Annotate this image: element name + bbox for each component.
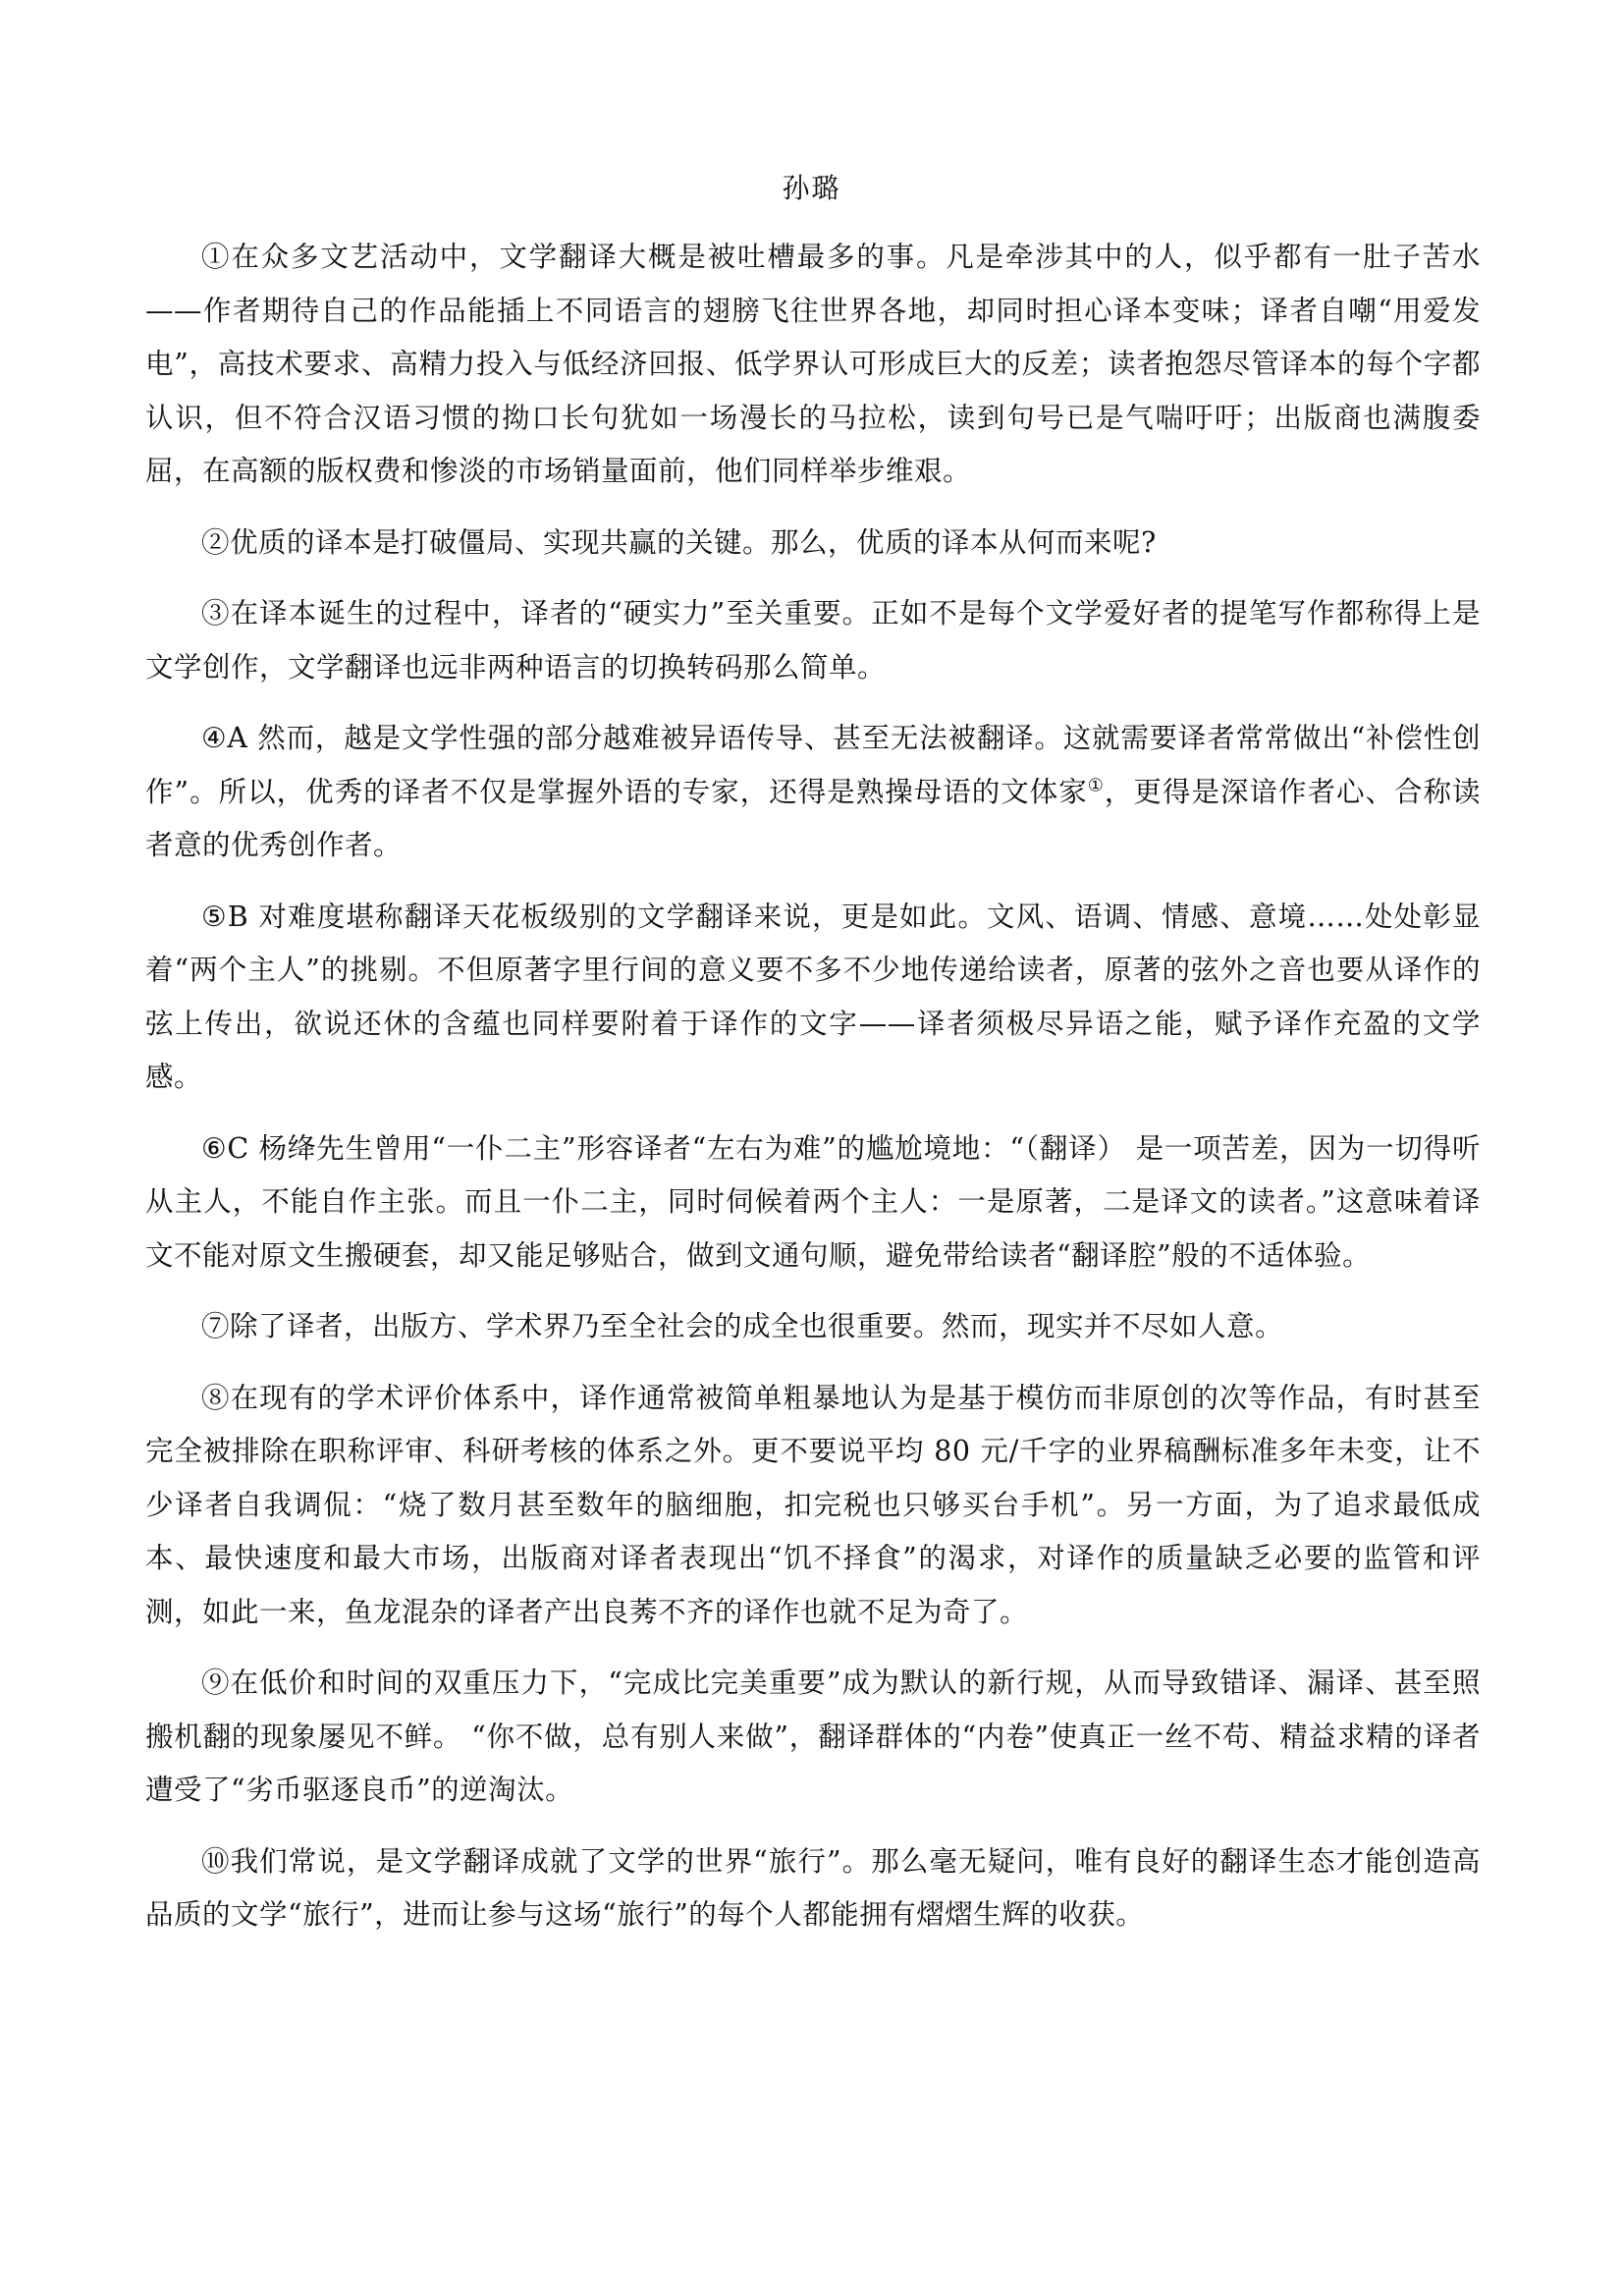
paragraph-4-text-b: ，更得是深谙作者心、合称读者意的优秀创作者。 [145,775,1481,861]
paragraph-3: ③在译本诞生的过程中，译者的“硬实力”至关重要。正如不是每个文学爱好者的提笔写作都称得上是文学创作，文学翻译也远非两种语言的切换转码那么简单。 [145,597,1481,683]
article-body [145,231,1481,1960]
paragraph-4 [145,712,1481,873]
paragraph-5: ⑤B 对难度堪称翻译天花板级别的文学翻译来说，更是如此。文风、语调、情感、意境……处处彰显着“两个主人”的挑剔。不但原著字里行间的意义要不多不少地传递给读者，原著的弦外之音也要从译作的弦上传出，欲说还休的含蕴也同样要附着于译作的文字——译者须极尽异语之能，赋予译作充盈的文学感。 [145,900,1481,1093]
author-name: 孙璐 [782,172,841,204]
paragraph-6: ⑥C 杨绛先生曾用“一仆二主”形容译者“左右为难”的尴尬境地：“（翻译） 是一项苦差，因为一切得听从主人，不能自作主张。而且一仆二主，同时伺候着两个主人：一是原著，二是译文的读者。”这意味着译文不能对原文生搬硬套，却又能足够贴合，做到文通句顺，避免带给读者“翻译腔”般的不适体验。 [145,1131,1481,1272]
paragraph-2: ②优质的译本是打破僵局、实现共赢的关键。那么，优质的译本从何而来呢? [201,525,1157,559]
paragraph-9: ⑨在低价和时间的双重压力下，“完成比完美重要”成为默认的新行规，从而导致错译、漏译、甚至照搬机翻的现象屡见不鲜。 “你不做，总有别人来做”，翻译群体的“内卷”使真正一丝不苟、精益求精的译者遭受了“劣币驱逐良币”的逆淘汰。 [145,1667,1481,1806]
paragraph-4-text-a: ④A 然而，越是文学性强的部分越难被异语传导、甚至无法被翻译。这就需要译者常常做出“补偿性创作”。所以，优秀的译者不仅是掌握外语的专家，还得是熟操母语的文体家 [145,722,1481,808]
paragraph-10: ⑩我们常说，是文学翻译成就了文学的世界“旅行”。那么毫无疑问，唯有良好的翻译生态才能创造高品质的文学“旅行”，进而让参与这场“旅行”的每个人都能拥有熠熠生辉的收获。 [145,1844,1481,1931]
paragraph-8: ⑧在现有的学术评价体系中，译作通常被简单粗暴地认为是基于模仿而非原创的次等作品，有时甚至完全被排除在职称评审、科研考核的体系之外。更不要说平均 80 元/千字的业界稿酬标准多年未变，让不少译者自我调侃：“烧了数月甚至数年的脑细胞，扣完税也只够买台手机”。另一方面，为了追求最低成本、最快速度和最大市场，出版商对译者表现出“饥不择食”的渴求，对译作的质量缺乏必要的监管和评测，如此一来，鱼龙混杂的译者产出良莠不齐的译作也就不足为奇了。 [145,1381,1481,1628]
footnote-marker: ① [1087,775,1105,795]
paragraph-1: ①在众多文艺活动中，文学翻译大概是被吐槽最多的事。凡是牵涉其中的人，似乎都有一肚子苦水——作者期待自己的作品能插上不同语言的翅膀飞往世界各地，却同时担心译本变味；译者自嘲“用爱发电”，高技术要求、高精力投入与低经济回报、低学界认可形成巨大的反差；读者抱怨尽管译本的每个字都认识，但不符合汉语习惯的拗口长句犹如一场漫长的马拉松，读到句号已是气喘吁吁；出版商也满腹委屈，在高额的版权费和惨淡的市场销量面前，他们同样举步维艰。 [145,241,1481,487]
paragraph-7: ⑦除了译者，出版方、学术界乃至全社会的成全也很重要。然而，现实并不尽如人意。 [201,1310,1284,1342]
